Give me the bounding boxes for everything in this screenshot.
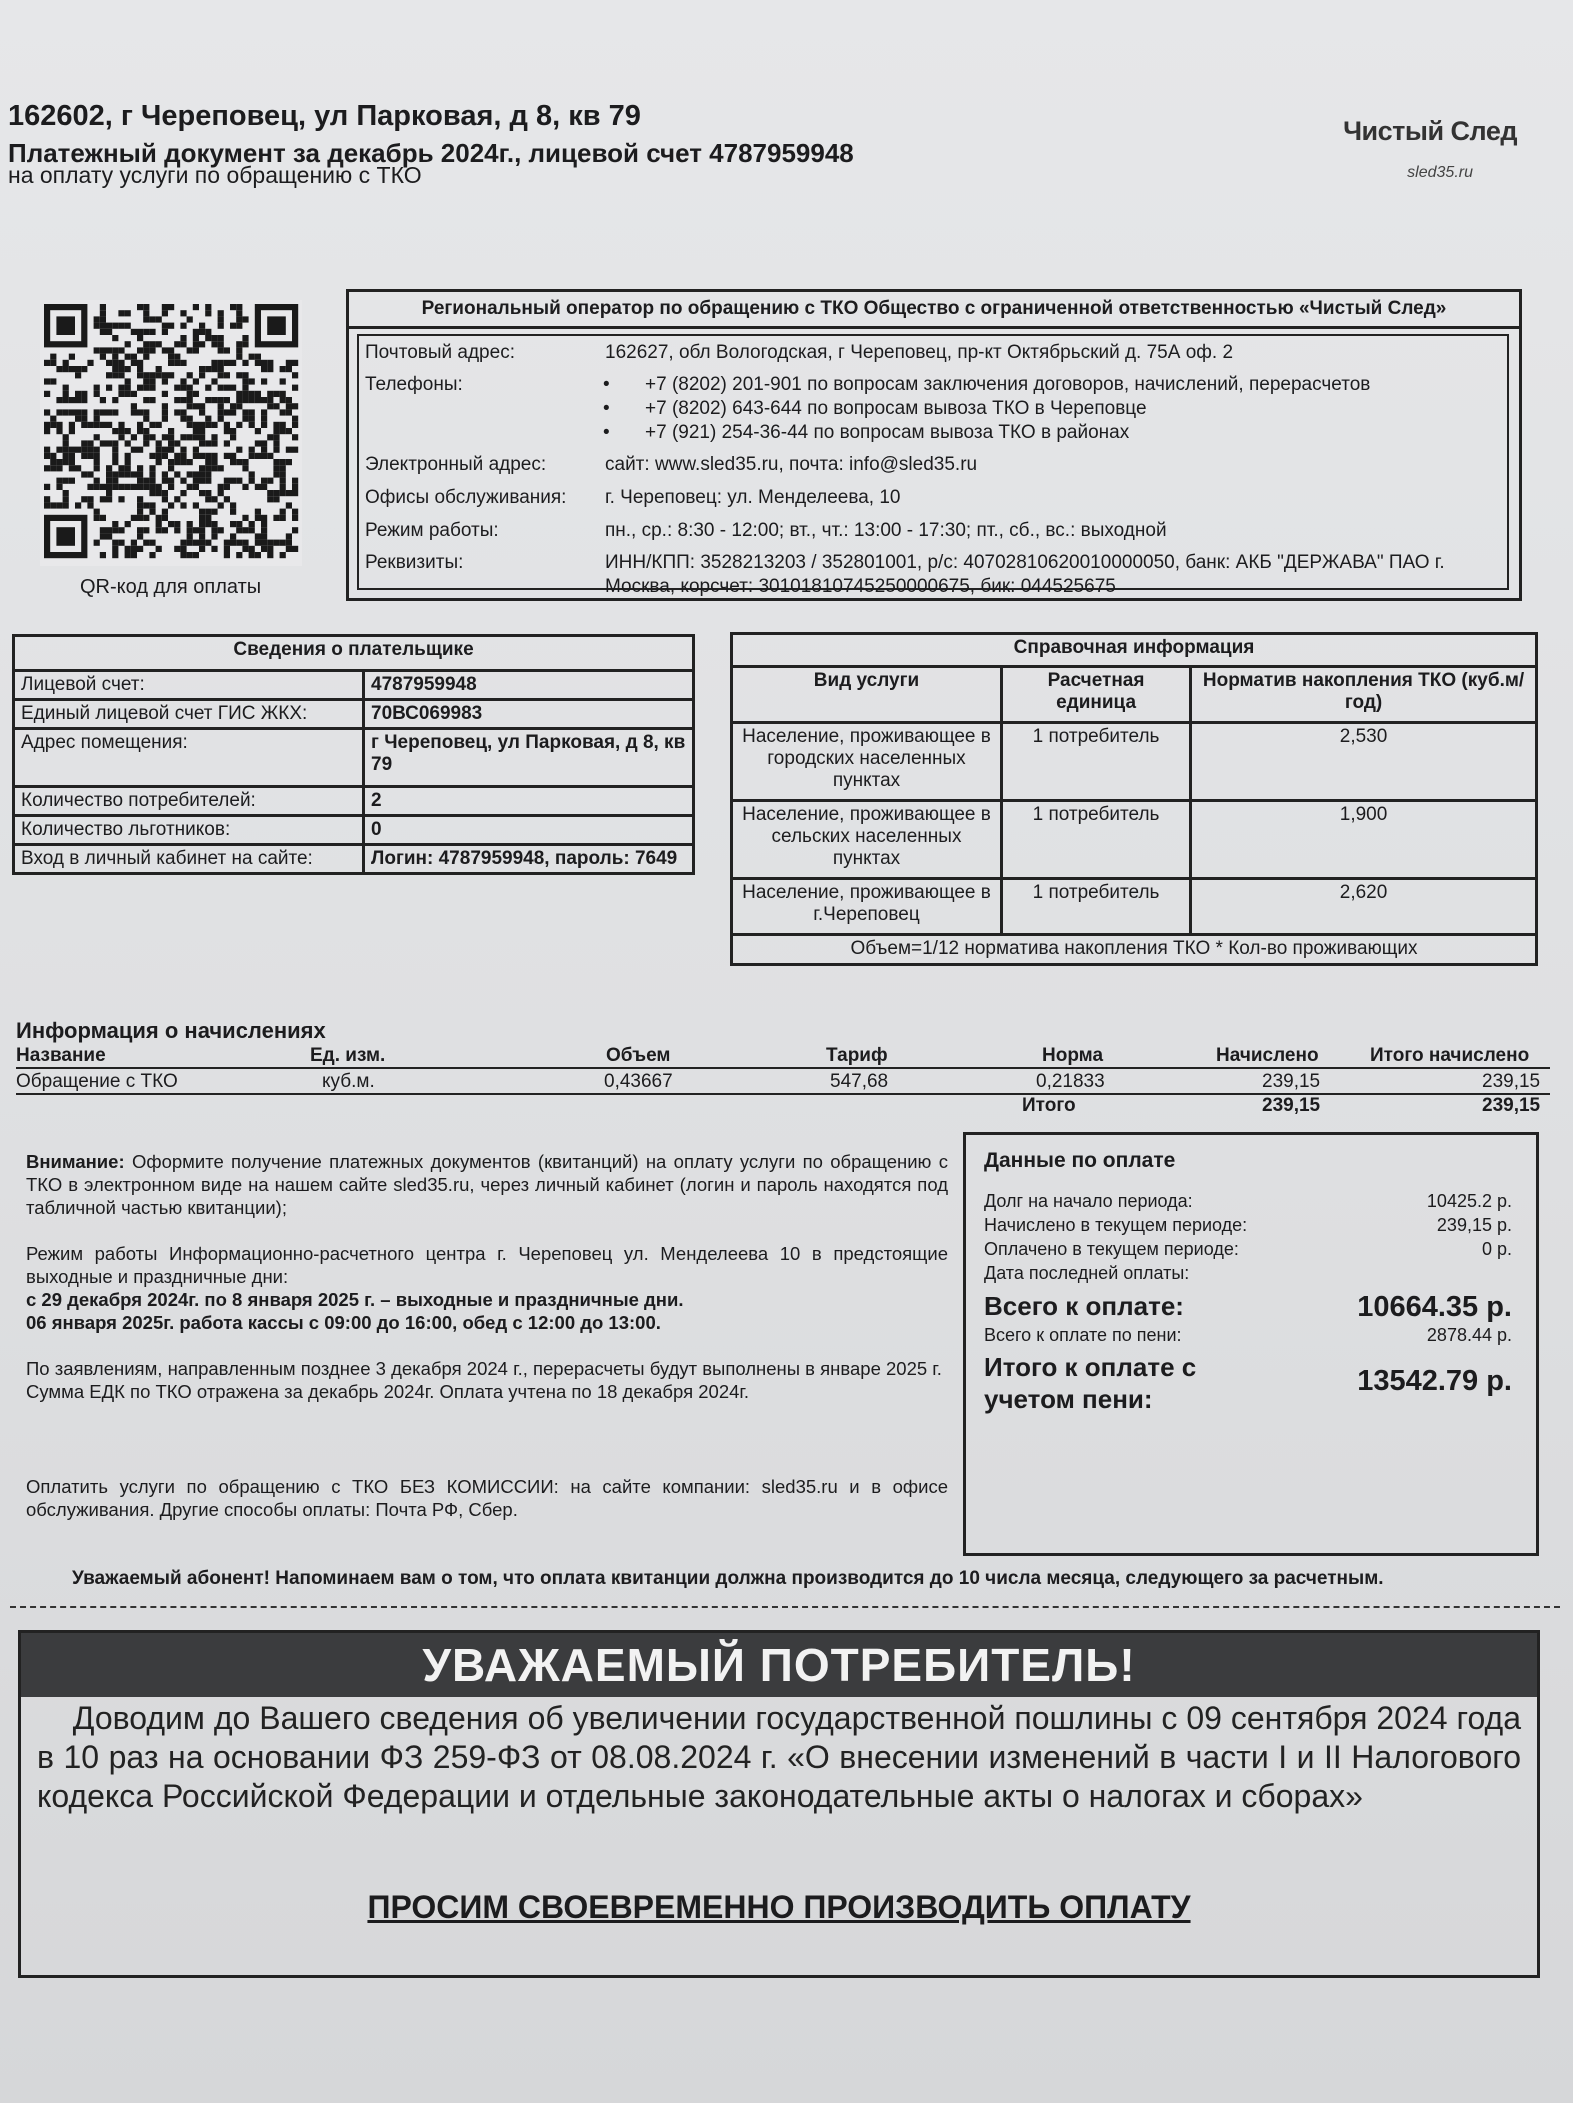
column-header: Итого начислено bbox=[1370, 1045, 1530, 1066]
payer-table-title: Сведения о плательщике bbox=[14, 636, 694, 671]
paid-row: Оплачено в текущем периоде: 0 р. bbox=[984, 1239, 1512, 1259]
row-label: Количество льготников: bbox=[14, 816, 364, 845]
table-row bbox=[732, 801, 1537, 879]
table-row bbox=[16, 1069, 1550, 1095]
charge-volume: 0,43667 bbox=[604, 1071, 673, 1092]
offices-label: Офисы обслуживания: bbox=[365, 487, 567, 508]
email-label: Электронный адрес: bbox=[365, 454, 547, 475]
total-accrued: 239,15 bbox=[1262, 1095, 1321, 1116]
payment-deadline-reminder: Уважаемый абонент! Напоминаем вам о том, что оплата квитанции должна производится до 10 числа месяца, следующего за расчетным. bbox=[72, 1568, 1384, 1589]
hours-value: пн., ср.: 8:30 - 12:00; вт., чт.: 13:00 - 17:30; пт., сб., вс.: выходной bbox=[605, 520, 1167, 541]
charge-norm: 0,21833 bbox=[1036, 1071, 1105, 1092]
total-all: 239,15 bbox=[1482, 1095, 1541, 1116]
requisites-line-1: ИНН/КПП: 3528213203 / 352801001, р/с: 40702810620010000050, банк: АКБ "ДЕРЖАВА" ПАО г. bbox=[605, 552, 1445, 573]
row-value: 70ВС069983 bbox=[364, 700, 694, 729]
total-due-row: Всего к оплате: 10664.35 р. bbox=[984, 1291, 1512, 1323]
column-header: Объем bbox=[606, 1045, 671, 1066]
banner-title: УВАЖАЕМЫЙ ПОТРЕБИТЕЛЬ! bbox=[21, 1633, 1537, 1697]
charged-row: Начислено в текущем периоде: 239,15 р. bbox=[984, 1215, 1512, 1235]
notice-block bbox=[26, 1150, 948, 1544]
payment-title: Данные по оплате bbox=[984, 1149, 1176, 1172]
row-value: г Череповец, ул Парковая, д 8, кв 79 bbox=[364, 729, 694, 787]
charges-total-row bbox=[16, 1093, 1550, 1117]
requisites-label: Реквизиты: bbox=[365, 552, 464, 573]
table-row bbox=[14, 700, 694, 729]
charge-tariff: 547,68 bbox=[830, 1071, 889, 1092]
row-label: Количество потребителей: bbox=[14, 787, 364, 816]
consumer-notice-banner bbox=[18, 1630, 1540, 1978]
banner-call-to-action: ПРОСИМ СВОЕВРЕМЕННО ПРОИЗВОДИТЬ ОПЛАТУ bbox=[367, 1889, 1191, 1925]
company-logo: Чистый След bbox=[1343, 116, 1517, 146]
charges-title: Информация о начислениях bbox=[16, 1018, 326, 1043]
operator-title: Региональный оператор по обращению с ТКО Общество с ограниченной ответственностью «Чистый След» bbox=[349, 292, 1519, 329]
charge-accrued: 239,15 bbox=[1262, 1071, 1321, 1092]
table-row bbox=[14, 729, 694, 787]
payment-qr-code bbox=[40, 300, 302, 566]
payer-info-table bbox=[12, 634, 695, 875]
phones-label: Телефоны: bbox=[365, 374, 463, 395]
qr-code-label: QR-код для оплаты bbox=[80, 576, 262, 598]
postal-address-label: Почтовый адрес: bbox=[365, 342, 515, 363]
row-label: Адрес помещения: bbox=[14, 729, 364, 787]
email-value: сайт: www.sled35.ru, почта: info@sled35.ru bbox=[605, 454, 978, 475]
charge-unit: куб.м. bbox=[322, 1071, 375, 1092]
debt-row: Долг на начало периода: 10425.2 р. bbox=[984, 1191, 1512, 1211]
table-row bbox=[14, 787, 694, 816]
table-row bbox=[732, 879, 1537, 935]
table-row bbox=[14, 845, 694, 874]
row-value: 0 bbox=[364, 816, 694, 845]
notice-paragraph: Оплатить услуги по обращению с ТКО БЕЗ КОМИССИИ: на сайте компании: sled35.ru и в офисе обслуживания. Другие способы оплаты: Почта РФ, Сбер. bbox=[26, 1476, 948, 1520]
reference-table-title: Справочная информация bbox=[732, 634, 1537, 667]
operator-details: Почтовый адрес: 162627, обл Вологодская, г Череповец, пр-кт Октябрьский д. 75А оф. 2 Телефоны: +7 (8202) 201-901 по вопросам заключения договоров, начислений, перерасчетов +7 (8202) 643-644 по вопросам вывоза ТКО в Череповце +7 (921) 254-36-44 по вопросам вывоза ТКО в районах Электронный адрес: сайт: www.sled35.ru, почта: info@sled35.ru Офисы обслуживания: г. Череповец: ул. Менделеева, 10 Режим работы: пн., ср.: 8:30 - 12:00; вт., чт.: 13:00 - 17:30; пт., сб., вс.: выходной Реквизиты: ИНН/КПП: 3528213203 / 352801001, р/с: 40702810620010000050, банк: АКБ "ДЕРЖАВА" ПАО г. Москва, корсчет: 30101810745250000675, бик: 044525675 bbox=[357, 334, 1509, 590]
charge-total: 239,15 bbox=[1482, 1071, 1541, 1092]
accumulation-norm: 1,900 bbox=[1191, 801, 1537, 879]
service-type: Население, проживающее в городских населенных пунктах bbox=[732, 723, 1002, 801]
row-label: Лицевой счет: bbox=[14, 671, 364, 700]
column-header: Норматив накопления ТКО (куб.м/год) bbox=[1191, 667, 1537, 723]
cut-line-divider bbox=[10, 1606, 1560, 1608]
table-row bbox=[14, 816, 694, 845]
postal-address-value: 162627, обл Вологодская, г Череповец, пр-кт Октябрьский д. 75А оф. 2 bbox=[605, 342, 1234, 363]
row-value: 4787959948 bbox=[364, 671, 694, 700]
last-payment-row: Дата последней оплаты: bbox=[984, 1263, 1190, 1283]
column-header: Начислено bbox=[1216, 1045, 1319, 1066]
reference-info-table bbox=[730, 632, 1538, 966]
accumulation-norm: 2,620 bbox=[1191, 879, 1537, 935]
offices-value: г. Череповец: ул. Менделеева, 10 bbox=[605, 487, 901, 508]
calc-unit: 1 потребитель bbox=[1002, 879, 1191, 935]
document-subtitle: на оплату услуги по обращению с ТКО bbox=[8, 162, 422, 188]
column-header: Тариф bbox=[826, 1045, 888, 1066]
payer-address-heading: 162602, г Череповец, ул Парковая, д 8, кв 79 bbox=[8, 100, 641, 132]
calc-unit: 1 потребитель bbox=[1002, 801, 1191, 879]
hours-label: Режим работы: bbox=[365, 520, 499, 541]
service-type: Население, проживающее в сельских населенных пунктах bbox=[732, 801, 1002, 879]
row-value: 2 bbox=[364, 787, 694, 816]
charge-name: Обращение с ТКО bbox=[16, 1071, 178, 1092]
column-header: Расчетная единица bbox=[1002, 667, 1191, 723]
company-logo-site: sled35.ru bbox=[1407, 164, 1473, 181]
column-header: Название bbox=[16, 1045, 106, 1066]
banner-text: Доводим до Вашего сведения об увеличении государственной пошлины с 09 сентября 2024 года в 10 раз на основании ФЗ 259-ФЗ от 08.08.2024 г. «О внесении изменений в части I и II Налогового кодекса Российской Федерации и отдельные законодательные акты о налогах и сборах» bbox=[37, 1700, 1522, 1814]
notice-paragraph: По заявлениям, направленным позднее 3 декабря 2024 г., перерасчеты будут выполнены в январе 2025 г. Сумма ЕДК по ТКО отражена за декабрь 2024г. Оплата учтена по 18 декабря 2024г. bbox=[26, 1358, 942, 1402]
calc-unit: 1 потребитель bbox=[1002, 723, 1191, 801]
row-label: Единый лицевой счет ГИС ЖКХ: bbox=[14, 700, 364, 729]
requisites-line-2: Москва, корсчет: 30101810745250000675, бик: 044525675 bbox=[605, 576, 1116, 597]
operator-info-box bbox=[346, 289, 1522, 601]
table-row bbox=[14, 671, 694, 700]
table-row bbox=[732, 723, 1537, 801]
qr-code-icon bbox=[40, 300, 302, 566]
row-label: Вход в личный кабинет на сайте: bbox=[14, 845, 364, 874]
payment-summary-box bbox=[963, 1132, 1539, 1556]
service-type: Население, проживающее в г.Череповец bbox=[732, 879, 1002, 935]
reference-footnote: Объем=1/12 норматива накопления ТКО * Кол-во проживающих bbox=[732, 935, 1537, 965]
accumulation-norm: 2,530 bbox=[1191, 723, 1537, 801]
login-credentials: Логин: 4787959948, пароль: 7649 bbox=[364, 845, 694, 874]
penalty-row: Всего к оплате по пени: 2878.44 р. bbox=[984, 1325, 1512, 1345]
charges-header-row bbox=[16, 1043, 1550, 1069]
notice-paragraph: Режим работы Информационно-расчетного центра г. Череповец ул. Менделеева 10 в предстоящие выходные и праздничные дни: с 29 декабря 2024г. по 8 января 2025 г. – выходные и праздничные дни. 06 января 2025г. работа кассы с 09:00 до 16:00, обед с 12:00 до 13:00. bbox=[26, 1243, 948, 1333]
column-header: Ед. изм. bbox=[310, 1045, 386, 1066]
document-title: Платежный документ за декабрь 2024г., лицевой счет 4787959948 bbox=[8, 138, 854, 168]
total-label: Итого bbox=[1022, 1095, 1076, 1116]
notice-paragraph: Внимание: Оформите получение платежных документов (квитанций) на оплату услуги по обращению с ТКО в электронном виде на нашем сайте sled35.ru, через личный кабинет (логин и пароль находятся под табличной частью квитанции); bbox=[26, 1151, 948, 1218]
column-header: Вид услуги bbox=[732, 667, 1002, 723]
grand-total-row: Итого к оплате с учетом пени: 13542.79 р. bbox=[984, 1352, 1512, 1414]
column-header: Норма bbox=[1042, 1045, 1104, 1066]
